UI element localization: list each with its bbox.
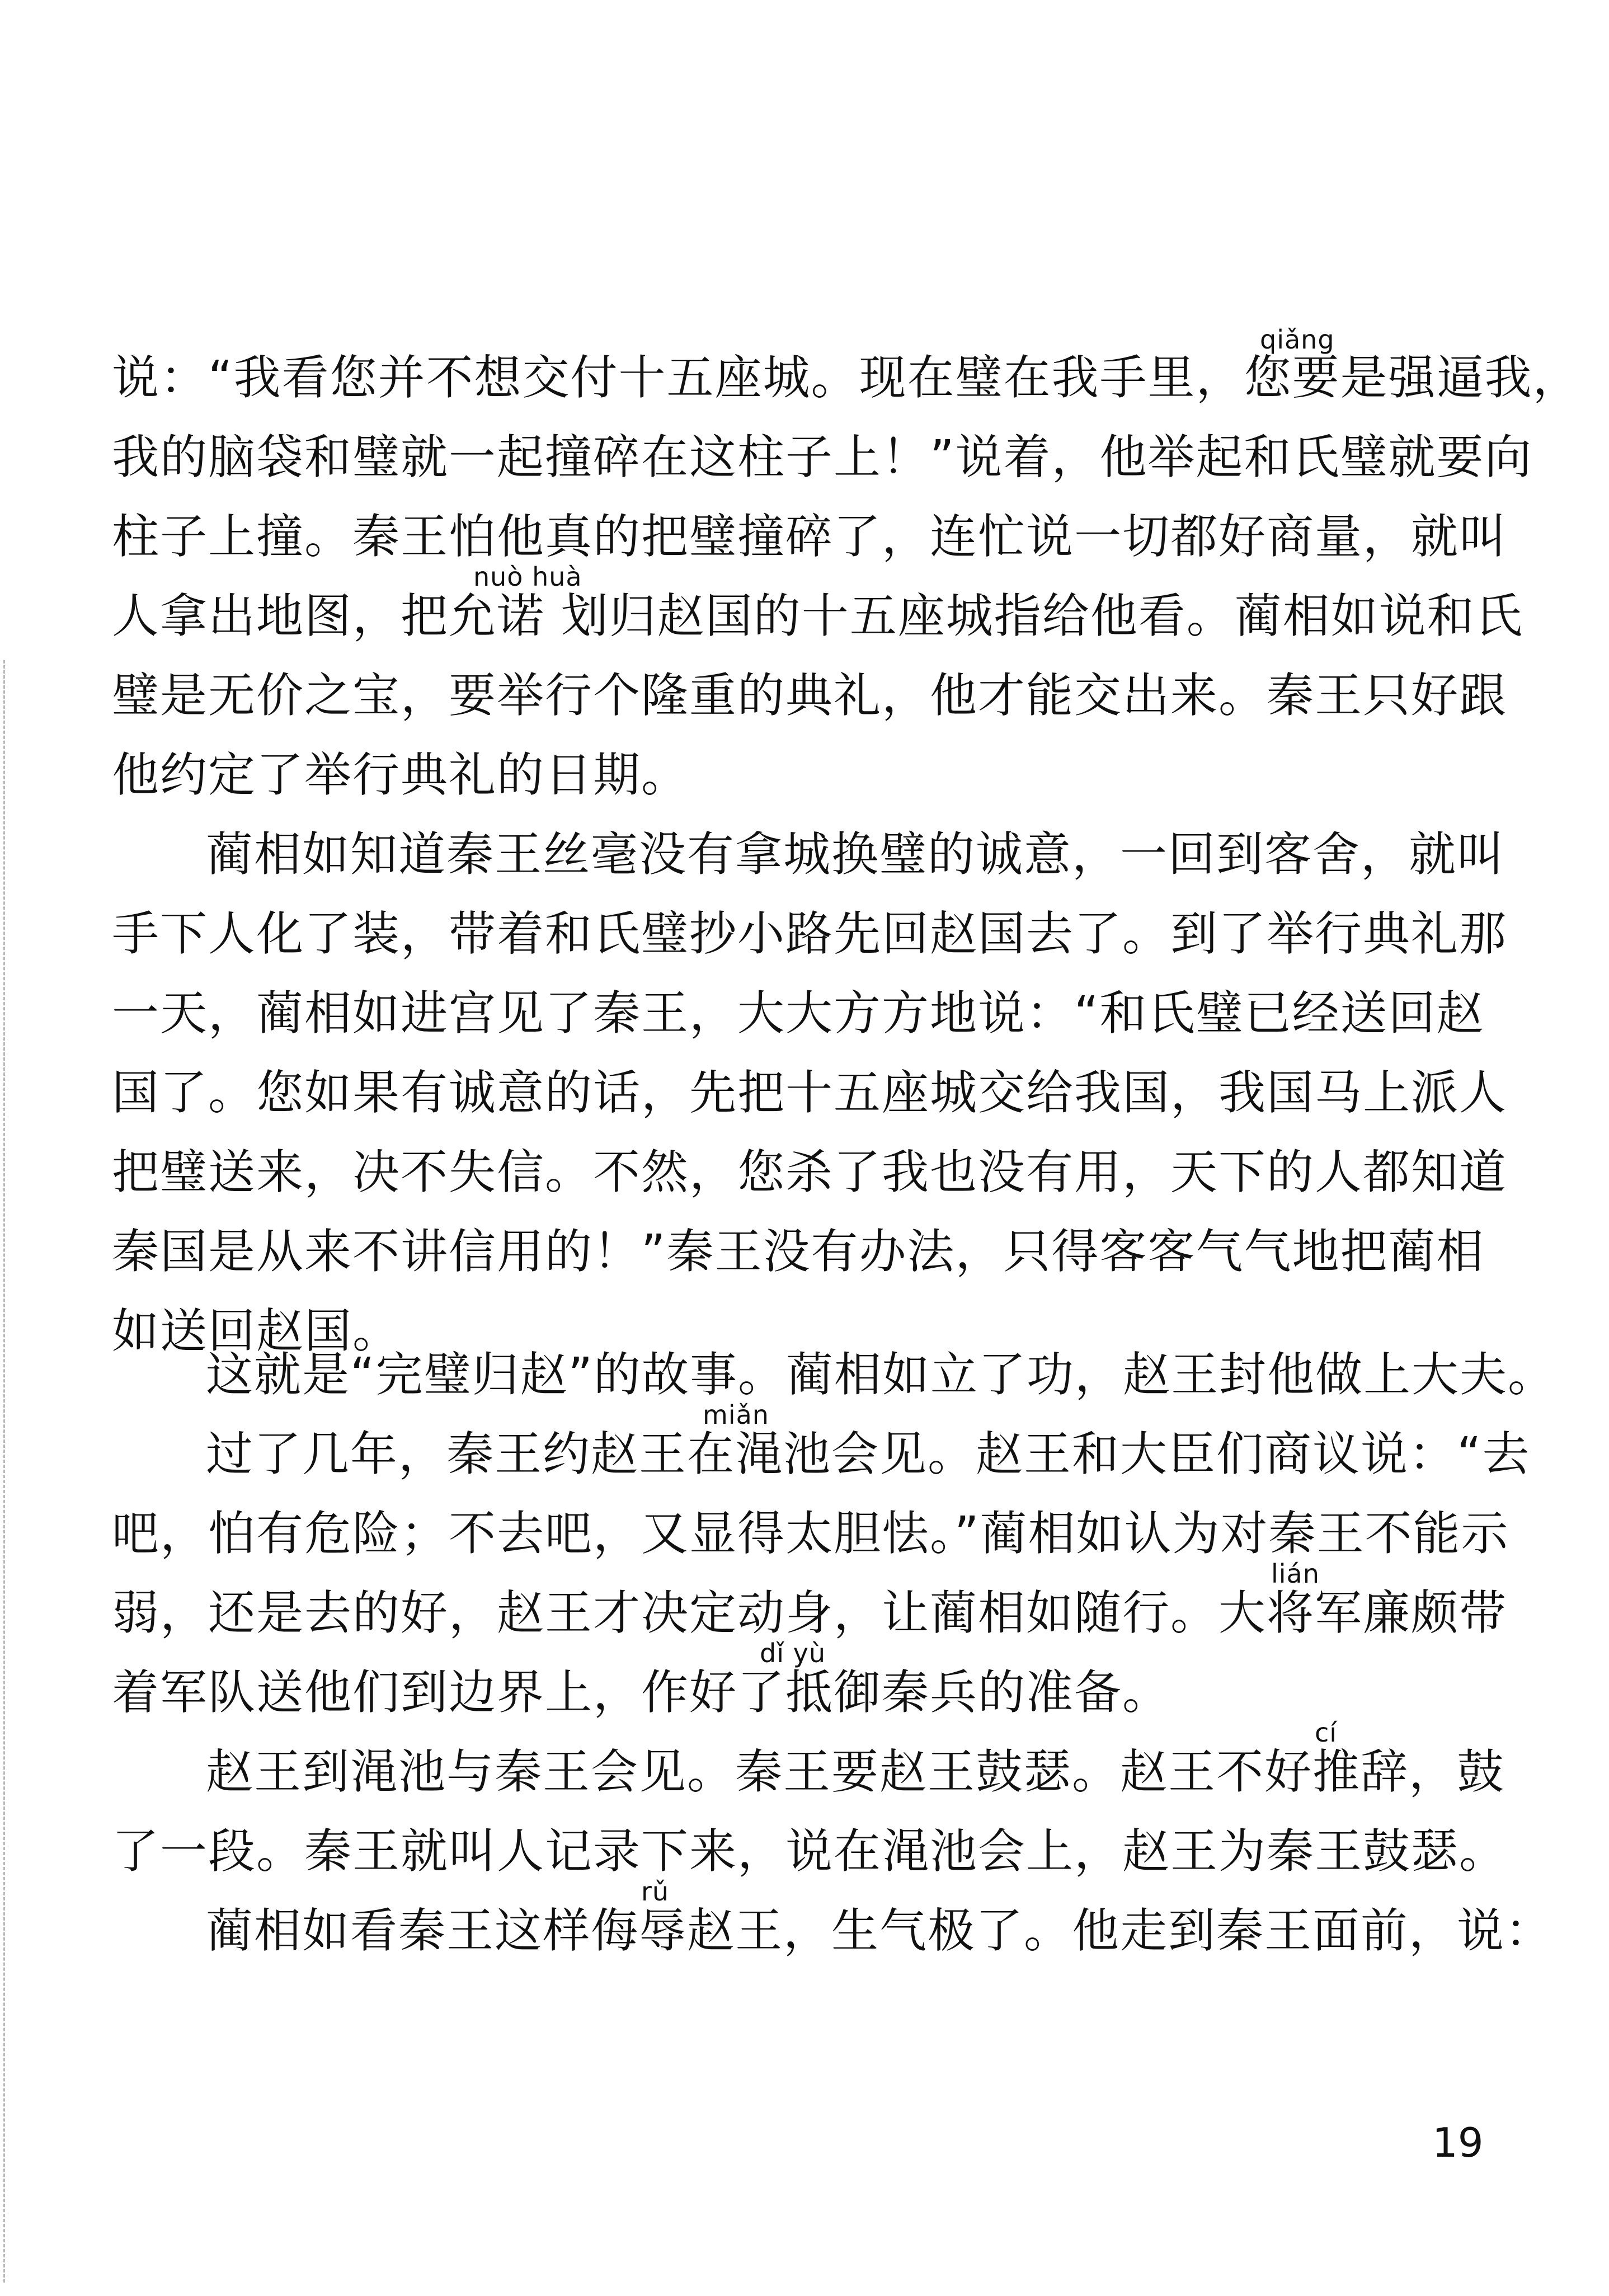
text-line: 这就是“完璧归赵”的故事。蔺相如立了功，赵王封他做上大夫。 (206, 1347, 1556, 1402)
scan-edge (3, 660, 5, 2283)
text-line: 柱子上撞。秦王怕他真的把璧撞碎了，连忙说一切都好商量，就叫 (112, 509, 1508, 564)
text-line: 一天，蔺相如进宫见了秦王，大大方方地说：“和氏璧已经送回赵 (112, 986, 1485, 1041)
pinyin-qiang: qiǎng (1260, 324, 1335, 355)
text-line: 国了。您如果有诚意的话，先把十五座城交给我国，我国马上派人 (112, 1065, 1508, 1120)
text-line: 弱，还是去的好，赵王才决定动身，让蔺相如随行。大将军廉颇带 (112, 1585, 1508, 1640)
text-line: 说：“我看您并不想交付十五座城。现在璧在我手里，您要是强逼我， (112, 350, 1581, 405)
text-line: 他约定了举行典礼的日期。 (112, 747, 690, 802)
text-line: 了一段。秦王就叫人记录下来，说在渑池会上，赵王为秦王鼓瑟。 (112, 1824, 1508, 1879)
text-line: 人拿出地图，把允诺 划归赵国的十五座城指给他看。蔺相如说和氏 (112, 589, 1523, 643)
text-line: 着军队送他们到边界上，作好了抵御秦兵的准备。 (112, 1665, 1171, 1720)
pinyin-ci: cí (1315, 1718, 1338, 1748)
text-line: 手下人化了装，带着和氏璧抄小路先回赵国去了。到了举行典礼那 (112, 906, 1508, 961)
text-line: 蔺相如知道秦王丝毫没有拿城换璧的诚意，一回到客舍，就叫 (206, 827, 1506, 882)
text-line: 吧，怕有危险；不去吧，又显得太胆怯。”蔺相如认为对秦王不能示 (112, 1506, 1509, 1561)
text-line: 蔺相如看秦王这样侮辱赵王，生气极了。他走到秦王面前，说： (206, 1903, 1554, 1958)
pinyin-lian: lián (1271, 1559, 1320, 1589)
text-line: 把璧送来，决不失信。不然，您杀了我也没有用，天下的人都知道 (112, 1145, 1508, 1199)
text-line: 我的脑袋和璧就一起撞碎在这柱子上！”说着，他举起和氏璧就要向 (112, 430, 1533, 484)
pinyin-ru: rǔ (641, 1876, 670, 1907)
pinyin-nuohua: nuò huà (473, 562, 582, 592)
text-line: 璧是无价之宝，要举行个隆重的典礼，他才能交出来。秦王只好跟 (112, 668, 1508, 723)
pinyin-mian: miǎn (703, 1400, 769, 1430)
text-line: 赵王到渑池与秦王会见。秦王要赵王鼓瑟。赵王不好推辞，鼓 (206, 1744, 1506, 1799)
text-line: 秦国是从来不讲信用的！”秦王没有办法，只得客客气气地把蔺相 (112, 1224, 1485, 1279)
pinyin-diyu: dǐ yù (760, 1638, 826, 1668)
text-line: 如送回赵国。 (112, 1304, 401, 1358)
text-line: 过了几年，秦王约赵王在渑池会见。赵王和大臣们商议说：“去 (206, 1427, 1531, 1481)
page-number: 19 (1432, 2119, 1484, 2166)
